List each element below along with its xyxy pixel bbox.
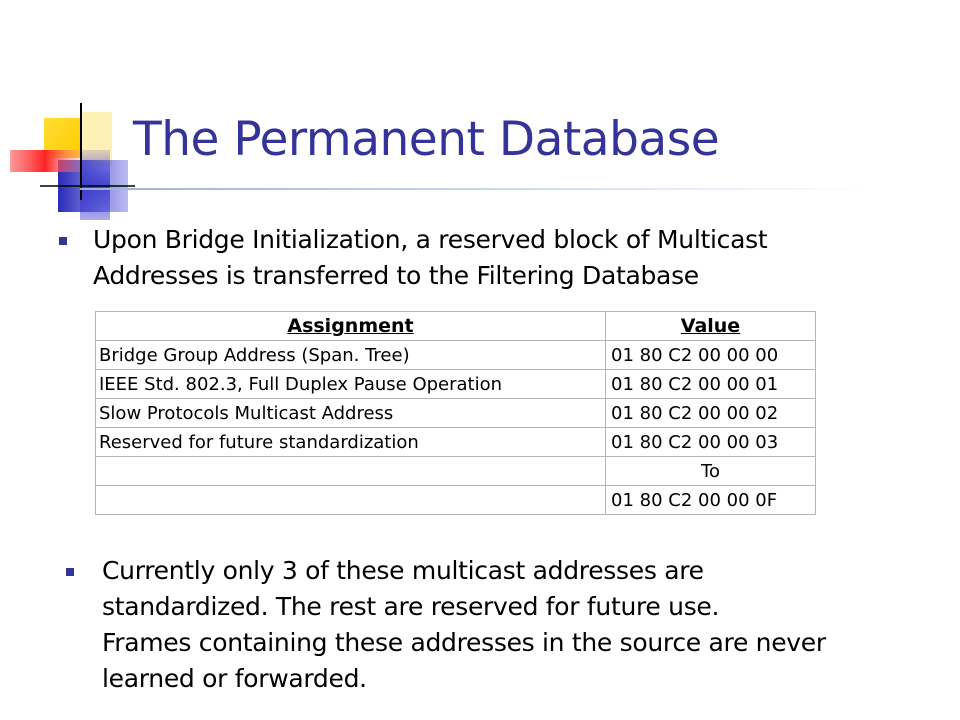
bullet-item (102, 553, 952, 697)
cell-value: To (606, 457, 816, 486)
bullet-text-line: Frames containing these addresses in the source are never (102, 628, 826, 657)
cell-assignment (96, 486, 606, 515)
column-header-value: Value (606, 312, 816, 341)
cell-value: 01 80 C2 00 00 02 (606, 399, 816, 428)
cell-assignment: Bridge Group Address (Span. Tree) (96, 341, 606, 370)
logo-graphic (0, 0, 140, 230)
bullet-text-line: learned or forwarded. (102, 664, 367, 693)
cell-value: 01 80 C2 00 00 00 (606, 341, 816, 370)
table-header-row (96, 312, 816, 341)
table-row (96, 457, 816, 486)
logo-red-bar (10, 150, 80, 172)
cell-value: 01 80 C2 00 00 01 (606, 370, 816, 399)
bullet-text-line: Upon Bridge Initialization, a reserved block of Multicast (93, 225, 768, 254)
cell-assignment: Slow Protocols Multicast Address (96, 399, 606, 428)
cell-value: 01 80 C2 00 00 0F (606, 486, 816, 515)
logo-blue-bar (80, 150, 110, 220)
bullet-text-line: Addresses is transferred to the Filtering Database (93, 261, 699, 290)
bullet-text-line: standardized. The rest are reserved for future use. (102, 592, 720, 621)
table-row (96, 399, 816, 428)
table-row (96, 370, 816, 399)
cell-assignment: IEEE Std. 802.3, Full Duplex Pause Operation (96, 370, 606, 399)
bullet-square-icon (59, 237, 67, 245)
cell-assignment: Reserved for future standardization (96, 428, 606, 457)
bullet-text-line: Currently only 3 of these multicast addresses are (102, 556, 704, 585)
table-row (96, 486, 816, 515)
multicast-address-table (95, 311, 816, 515)
bullet-square-icon (66, 568, 74, 576)
table-row (96, 428, 816, 457)
page-title: The Permanent Database (133, 112, 720, 167)
title-underline (80, 188, 870, 190)
bullet-item (93, 222, 933, 294)
cell-value: 01 80 C2 00 00 03 (606, 428, 816, 457)
cell-assignment (96, 457, 606, 486)
table-row (96, 341, 816, 370)
column-header-assignment: Assignment (96, 312, 606, 341)
